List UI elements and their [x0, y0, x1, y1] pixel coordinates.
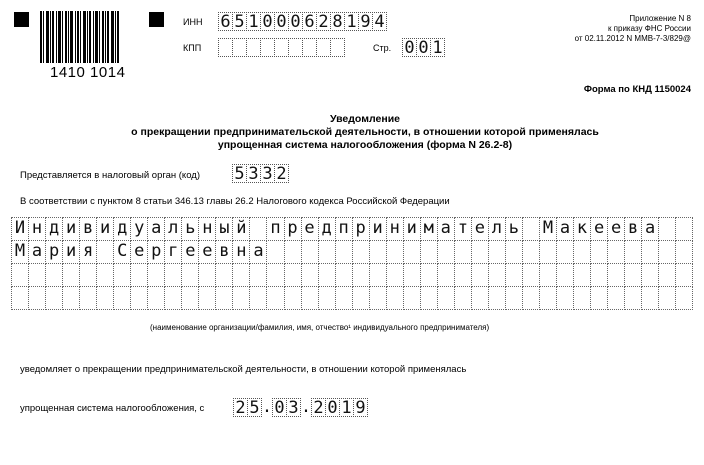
name-grid-cell[interactable] [215, 286, 233, 310]
name-grid-cell[interactable] [249, 286, 267, 310]
name-grid-cell[interactable] [198, 263, 216, 287]
name-grid-cell[interactable]: е [198, 240, 216, 264]
name-grid-cell[interactable] [641, 263, 659, 287]
page-digit-cell[interactable]: 0 [402, 38, 417, 57]
name-grid-cell[interactable]: е [590, 217, 608, 241]
name-grid-cell[interactable] [437, 240, 455, 264]
name-grid-cell[interactable] [79, 286, 97, 310]
name-grid-cell[interactable] [658, 217, 676, 241]
page-label: Стр. [373, 43, 392, 53]
name-grid-cell[interactable] [301, 240, 319, 264]
inn-digit-cell[interactable]: 6 [302, 12, 317, 31]
name-grid-cell[interactable] [45, 286, 63, 310]
date-year-cell[interactable]: 2 [311, 398, 326, 417]
name-grid-cell[interactable]: й [232, 217, 250, 241]
name-grid-cell[interactable] [641, 286, 659, 310]
name-grid-cell[interactable] [522, 240, 540, 264]
name-grid-cell[interactable] [62, 286, 80, 310]
name-grid-cell[interactable] [420, 286, 438, 310]
name-grid-cell[interactable]: я [79, 240, 97, 264]
inn-digit-cell[interactable]: 5 [232, 12, 247, 31]
inn-digit-cell[interactable]: 0 [260, 12, 275, 31]
date-day-cell[interactable]: 5 [247, 398, 262, 417]
name-grid-cell[interactable]: е [301, 217, 319, 241]
name-grid-cell[interactable] [675, 240, 693, 264]
name-grid-cell[interactable] [318, 240, 336, 264]
name-grid-cell[interactable] [232, 263, 250, 287]
kpp-digit-cell[interactable] [288, 38, 303, 57]
name-grid-cell[interactable] [181, 286, 199, 310]
name-grid-cell[interactable] [198, 286, 216, 310]
page-digit-cell[interactable]: 1 [430, 38, 445, 57]
name-grid-cell[interactable] [573, 286, 591, 310]
kpp-field[interactable] [218, 38, 344, 57]
name-grid-cell[interactable] [658, 263, 676, 287]
name-grid-cell[interactable] [607, 240, 625, 264]
name-grid-row[interactable] [11, 286, 692, 309]
name-grid-cell[interactable]: р [284, 217, 302, 241]
page-digit-cell[interactable]: 0 [416, 38, 431, 57]
name-grid-cell[interactable] [96, 263, 114, 287]
name-grid-cell[interactable] [113, 263, 131, 287]
name-grid-cell[interactable] [539, 263, 557, 287]
name-grid-cell[interactable]: е [607, 217, 625, 241]
name-grid-cell[interactable] [471, 286, 489, 310]
name-grid-cell[interactable]: д [45, 217, 63, 241]
name-grid-cell[interactable] [573, 263, 591, 287]
name-grid-cell[interactable] [675, 263, 693, 287]
name-grid-cell[interactable] [232, 286, 250, 310]
kpp-digit-cell[interactable] [218, 38, 233, 57]
name-grid-cell[interactable]: а [437, 217, 455, 241]
name-grid-cell[interactable] [539, 240, 557, 264]
date-day-cell[interactable]: 2 [233, 398, 248, 417]
appendix-note [491, 14, 691, 44]
name-grid-cell[interactable]: т [454, 217, 472, 241]
name-grid-cell[interactable] [386, 286, 404, 310]
inn-digit-cell[interactable]: 0 [274, 12, 289, 31]
name-grid-cell[interactable] [318, 263, 336, 287]
name-grid-cell[interactable] [266, 263, 284, 287]
name-grid-cell[interactable]: М [11, 240, 29, 264]
name-grid-cell[interactable] [28, 263, 46, 287]
kpp-digit-cell[interactable] [330, 38, 345, 57]
name-grid-cell[interactable]: г [164, 240, 182, 264]
name-grid-cell[interactable] [641, 240, 659, 264]
appendix-line-2: к приказу ФНС России [607, 24, 691, 33]
kpp-digit-cell[interactable] [274, 38, 289, 57]
name-grid-row[interactable] [11, 240, 692, 263]
name-grid-cell[interactable] [284, 263, 302, 287]
name-grid-cell[interactable] [454, 286, 472, 310]
name-grid-cell[interactable] [522, 263, 540, 287]
name-grid-cell[interactable]: л [488, 217, 506, 241]
name-grid-cell[interactable] [522, 217, 540, 241]
name-grid-cell[interactable]: М [539, 217, 557, 241]
inn-digit-cell[interactable]: 1 [246, 12, 261, 31]
name-grid-cell[interactable]: а [556, 217, 574, 241]
name-grid-cell[interactable] [624, 263, 642, 287]
name-grid-cell[interactable] [403, 240, 421, 264]
name-grid-cell[interactable] [403, 286, 421, 310]
appendix-line-3: от 02.11.2012 N ММВ-7-3/829@ [574, 34, 691, 43]
name-grid-cell[interactable]: е [130, 240, 148, 264]
page-number-field[interactable] [402, 38, 444, 57]
notice-text: уведомляет о прекращении предпринимательской деятельности, в отношении которой применялась [20, 364, 467, 375]
name-grid-cell[interactable] [539, 286, 557, 310]
name-grid-cell[interactable]: п [335, 217, 353, 241]
name-grid-cell[interactable] [505, 286, 523, 310]
name-grid-cell[interactable] [505, 240, 523, 264]
name-grid-cell[interactable] [266, 286, 284, 310]
name-grid-cell[interactable] [386, 263, 404, 287]
name-grid-cell[interactable] [249, 217, 267, 241]
name-grid-row[interactable] [11, 217, 692, 240]
name-grid-cell[interactable] [488, 286, 506, 310]
name-grid-cell[interactable]: в [624, 217, 642, 241]
name-grid-cell[interactable] [590, 263, 608, 287]
tax-code-digit-cell[interactable]: 3 [260, 164, 275, 183]
name-grid-cell[interactable] [556, 263, 574, 287]
name-grid-cell[interactable] [505, 263, 523, 287]
name-grid-cell[interactable] [556, 240, 574, 264]
name-grid-cell[interactable] [164, 286, 182, 310]
date-separator: . [300, 397, 312, 417]
kpp-digit-cell[interactable] [232, 38, 247, 57]
name-grid-cell[interactable] [420, 263, 438, 287]
title-line-1: Уведомление [329, 113, 400, 125]
kpp-digit-cell[interactable] [246, 38, 261, 57]
name-grid-cell[interactable]: п [266, 217, 284, 241]
name-grid-cell[interactable] [147, 263, 165, 287]
name-grid-cell[interactable] [62, 263, 80, 287]
name-grid-cell[interactable] [522, 286, 540, 310]
name-grid-cell[interactable] [301, 286, 319, 310]
name-grid-cell[interactable] [590, 286, 608, 310]
name-grid-cell[interactable] [454, 240, 472, 264]
inn-digit-cell[interactable]: 6 [218, 12, 233, 31]
tax-code-digit-cell[interactable]: 5 [232, 164, 247, 183]
legal-basis-text: В соответствии с пунктом 8 статьи 346.13 главы 26.2 Налогового кодекса Российской Федерации [20, 196, 450, 207]
name-grid-cell[interactable] [318, 286, 336, 310]
date-year-cell[interactable]: 1 [339, 398, 354, 417]
name-grid-cell[interactable]: и [96, 217, 114, 241]
name-grid-cell[interactable] [28, 286, 46, 310]
date-month-cell[interactable]: 0 [272, 398, 287, 417]
name-grid-cell[interactable] [266, 240, 284, 264]
name-grid-cell[interactable] [658, 286, 676, 310]
name-grid-cell[interactable] [454, 263, 472, 287]
name-grid-cell[interactable] [301, 263, 319, 287]
date-year-cell[interactable]: 9 [353, 398, 368, 417]
date-separator: . [261, 397, 273, 417]
name-grid-cell[interactable] [488, 240, 506, 264]
name-grid-cell[interactable]: и [369, 217, 387, 241]
name-grid-cell[interactable]: м [420, 217, 438, 241]
name-grid-cell[interactable]: ь [505, 217, 523, 241]
name-grid-row[interactable] [11, 263, 692, 286]
kpp-digit-cell[interactable] [316, 38, 331, 57]
name-grid-cell[interactable]: ы [215, 217, 233, 241]
name-grid-cell[interactable] [573, 240, 591, 264]
name-grid-cell[interactable] [11, 286, 29, 310]
title-line-2: о прекращении предпринимательской деятельности, в отношении которой применялась [131, 126, 599, 138]
name-grid-cell[interactable] [403, 263, 421, 287]
name-grid-cell[interactable] [369, 286, 387, 310]
name-grid-cell[interactable]: н [198, 217, 216, 241]
name-grid-cell[interactable] [96, 240, 114, 264]
inn-digit-cell[interactable]: 9 [358, 12, 373, 31]
kpp-digit-cell[interactable] [260, 38, 275, 57]
name-grid-cell[interactable] [147, 286, 165, 310]
inn-field[interactable] [218, 12, 386, 31]
tax-code-digit-cell[interactable]: 2 [274, 164, 289, 183]
tax-authority-label: Представляется в налоговый орган (код) [20, 170, 200, 181]
name-grid-cell[interactable] [369, 240, 387, 264]
barcode-number: 1410 1014 [50, 64, 126, 81]
name-grid-cell[interactable] [284, 240, 302, 264]
form-code: Форма по КНД 1150024 [583, 84, 691, 95]
name-grid-cell[interactable] [624, 286, 642, 310]
name-grid-cell[interactable] [284, 286, 302, 310]
name-grid-cell[interactable]: и [62, 240, 80, 264]
name-grid-cell[interactable] [335, 263, 353, 287]
barcode [40, 11, 119, 63]
inn-digit-cell[interactable]: 0 [288, 12, 303, 31]
appendix-line-1: Приложение N 8 [629, 14, 691, 23]
name-grid-cell[interactable] [437, 286, 455, 310]
name-grid-cell[interactable] [215, 263, 233, 287]
corner-marker-right [149, 12, 164, 27]
name-grid-cell[interactable]: и [403, 217, 421, 241]
inn-digit-cell[interactable]: 2 [316, 12, 331, 31]
name-grid[interactable] [11, 217, 692, 309]
name-grid-cell[interactable] [369, 263, 387, 287]
tax-authority-code-field[interactable] [232, 164, 288, 183]
name-grid-cell[interactable]: д [318, 217, 336, 241]
name-grid-cell[interactable]: н [232, 240, 250, 264]
kpp-digit-cell[interactable] [302, 38, 317, 57]
name-grid-cell[interactable] [624, 240, 642, 264]
name-grid-cell[interactable] [607, 286, 625, 310]
name-grid-cell[interactable] [437, 263, 455, 287]
name-grid-cell[interactable] [113, 286, 131, 310]
name-grid-cell[interactable] [471, 240, 489, 264]
inn-label: ИНН [183, 17, 203, 27]
name-grid-cell[interactable]: а [641, 217, 659, 241]
name-grid-cell[interactable]: в [215, 240, 233, 264]
name-grid-cell[interactable]: С [113, 240, 131, 264]
name-grid-cell[interactable]: к [573, 217, 591, 241]
name-grid-cell[interactable]: а [147, 217, 165, 241]
name-grid-cell[interactable]: л [164, 217, 182, 241]
name-grid-cell[interactable]: н [386, 217, 404, 241]
tax-code-digit-cell[interactable]: 3 [246, 164, 261, 183]
name-grid-cell[interactable] [556, 286, 574, 310]
name-grid-cell[interactable] [164, 263, 182, 287]
name-grid-cell[interactable] [420, 240, 438, 264]
name-grid-cell[interactable] [11, 263, 29, 287]
name-grid-cell[interactable] [675, 217, 693, 241]
inn-digit-cell[interactable]: 4 [372, 12, 387, 31]
name-grid-cell[interactable] [96, 286, 114, 310]
name-grid-cell[interactable] [249, 263, 267, 287]
name-grid-cell[interactable] [471, 263, 489, 287]
name-grid-cell[interactable] [590, 240, 608, 264]
name-grid-cell[interactable] [386, 240, 404, 264]
name-grid-cell[interactable]: у [130, 217, 148, 241]
name-grid-cell[interactable]: И [11, 217, 29, 241]
name-grid-cell[interactable]: р [147, 240, 165, 264]
name-grid-cell[interactable] [130, 286, 148, 310]
name-grid-cell[interactable] [181, 263, 199, 287]
name-caption: (наименование организации/фамилия, имя, отчество¹ индивидуального предпринимателя) [150, 323, 490, 332]
name-grid-cell[interactable] [352, 240, 370, 264]
name-grid-cell[interactable] [607, 263, 625, 287]
kpp-label: КПП [183, 43, 202, 53]
form-title [40, 113, 690, 152]
date-year-cell[interactable]: 0 [325, 398, 340, 417]
name-grid-cell[interactable] [335, 286, 353, 310]
name-grid-cell[interactable] [352, 263, 370, 287]
name-grid-cell[interactable]: р [45, 240, 63, 264]
name-grid-cell[interactable]: ь [181, 217, 199, 241]
title-line-3: упрощенная система налогообложения (форма N 26.2-8) [217, 139, 513, 151]
inn-digit-cell[interactable]: 8 [330, 12, 345, 31]
name-grid-cell[interactable]: е [471, 217, 489, 241]
name-grid-cell[interactable] [488, 263, 506, 287]
name-grid-cell[interactable]: е [181, 240, 199, 264]
name-grid-cell[interactable]: д [113, 217, 131, 241]
date-month-cell[interactable]: 3 [286, 398, 301, 417]
name-grid-cell[interactable] [335, 240, 353, 264]
name-grid-cell[interactable] [45, 263, 63, 287]
date-label: упрощенная система налогообложения, с [20, 403, 205, 414]
name-grid-cell[interactable]: а [249, 240, 267, 264]
name-grid-cell[interactable]: а [28, 240, 46, 264]
name-grid-cell[interactable] [352, 286, 370, 310]
name-grid-cell[interactable]: н [28, 217, 46, 241]
name-grid-cell[interactable] [79, 263, 97, 287]
name-grid-cell[interactable] [130, 263, 148, 287]
date-field[interactable] [233, 398, 367, 417]
name-grid-cell[interactable]: в [79, 217, 97, 241]
name-grid-cell[interactable] [658, 240, 676, 264]
name-grid-cell[interactable]: р [352, 217, 370, 241]
name-grid-cell[interactable] [675, 286, 693, 310]
name-grid-cell[interactable]: и [62, 217, 80, 241]
inn-digit-cell[interactable]: 1 [344, 12, 359, 31]
corner-marker-left [14, 12, 29, 27]
